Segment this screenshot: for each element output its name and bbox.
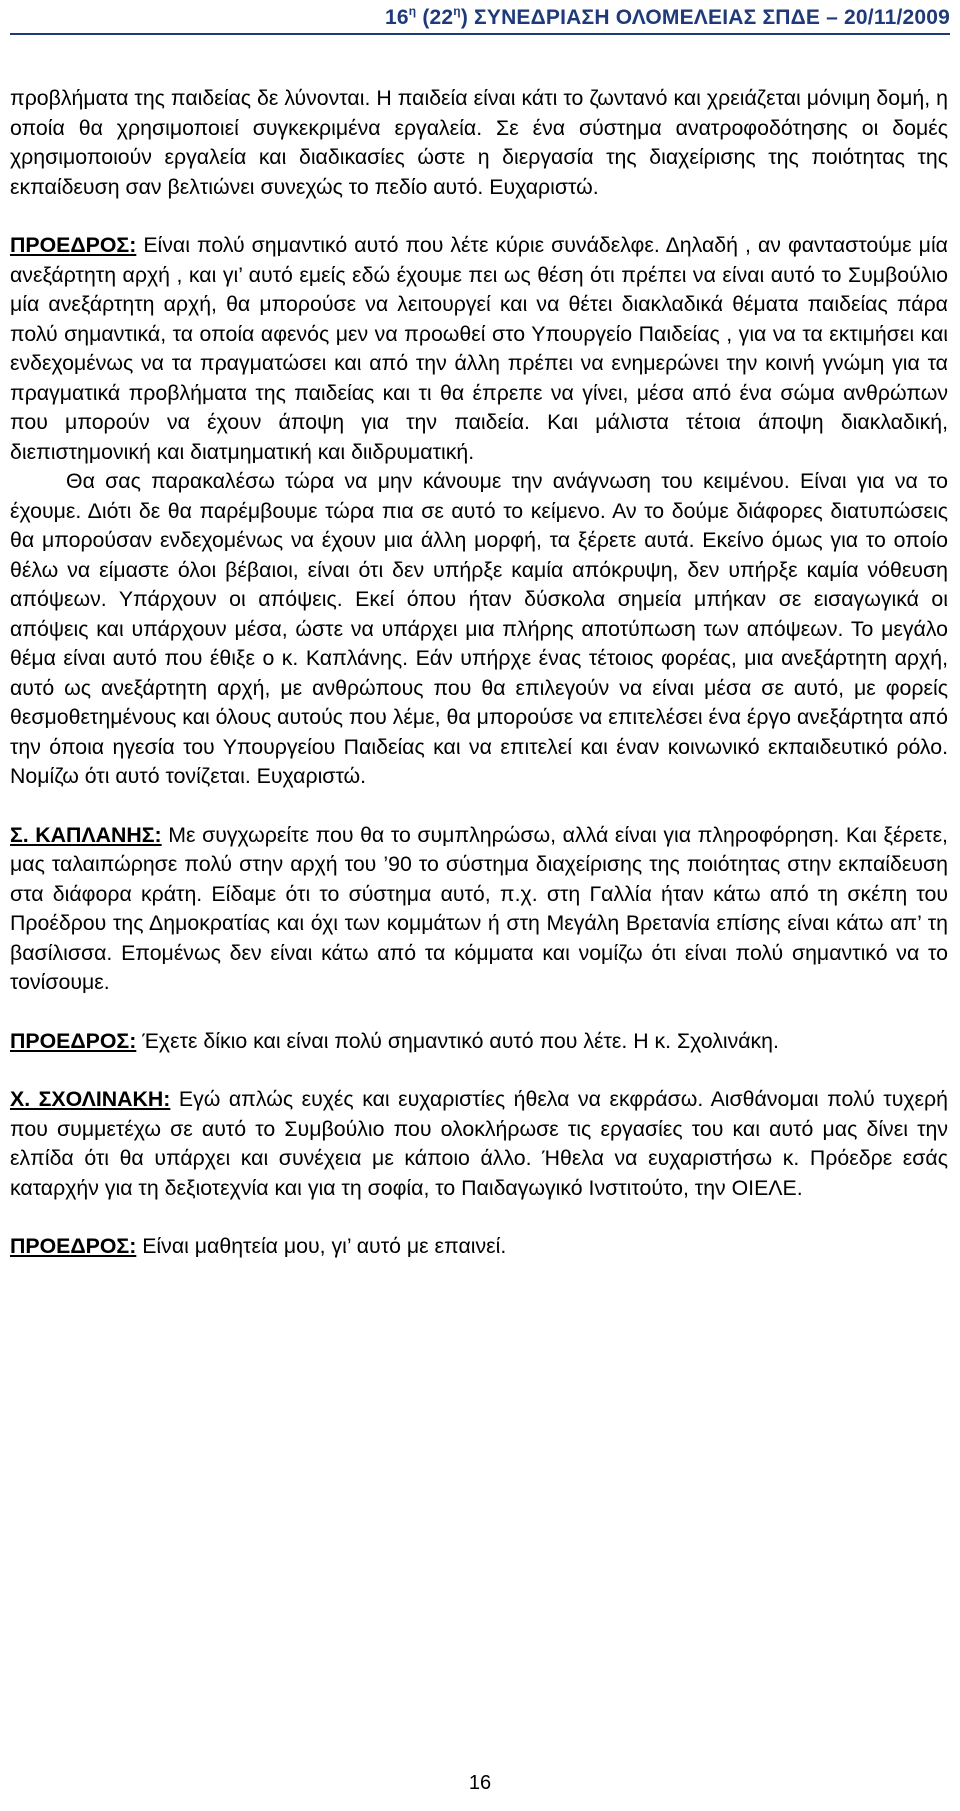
speaker-label: ΠΡΟΕΔΡΟΣ: xyxy=(10,1234,137,1258)
paragraph-spacer xyxy=(10,792,948,821)
header-session-paren-suffix: η xyxy=(453,4,461,18)
header-session-number: 16 xyxy=(385,6,409,29)
paragraph-spacer xyxy=(10,1203,948,1232)
header-session-number-suffix: η xyxy=(408,4,417,18)
paragraph-spacer xyxy=(10,202,948,231)
speaker-label: ΠΡΟΕΔΡΟΣ: xyxy=(10,1028,137,1053)
paragraph-spacer xyxy=(10,998,948,1027)
speech-text: Είναι μαθητεία μου, γι’ αυτό με επαινεί. xyxy=(136,1234,507,1258)
speech-text: Έχετε δίκιο και είναι πολύ σημαντικό αυτό που λέτε. Η κ. Σχολινάκη. xyxy=(136,1028,779,1053)
speaker-label: Χ. ΣΧΟΛΙΝΑΚΗ: xyxy=(10,1087,171,1111)
paragraph-president-2: Θα σας παρακαλέσω τώρα να μην κάνουμε την ανάγνωση του κειμένου. Είναι για να το έχουμε. Διότι δε θα παρέμβουμε τώρα πια σε αυτό το κείμενο. Αν το δούμε διάφορες διατυπώσεις θα μπορούσαν ενδεχομένως να έχουν μια άλλη μορφή, τα ξέρετε αυτά. Εκείνο όμως για το οποίο θέλω να είμαστε όλοι βέβαιοι, είναι ότι δεν υπήρξε καμία απόκρυψη, δεν υπήρξε καμία νόθευση απόψεων. Υπάρχουν οι απόψεις. Εκεί όπου ήταν δύσκολα σημεία μπήκαν σε εισαγωγικά οι απόψεις και υπάρχουν μέσα, ώστε να υπάρχει μια πλήρης αποτύπωση των απόψεων. Το μεγάλο θέμα είναι αυτό που έθιξε ο κ. Καπλάνης. Εάν υπήρχε ένας τέτοιος φορέας, μια ανεξάρτητη αρχή, αυτό ως ανεξάρτητη αρχή, με ανθρώπους που θα επιλεγούν να είναι μέσα σε αυτό, με φορείς θεσμοθετημένους και όλους αυτούς που λέμε, θα μπορούσε να επιτελέσει ένα έργο ανεξάρτητα από την όποια ηγεσία του Υπουργείου Παιδείας και να επιτελεί και έναν κοινωνικό εκπαιδευτικό ρόλο. Νομίζω ότι αυτό τονίζεται. Ευχαριστώ. xyxy=(10,469,948,788)
header-divider xyxy=(10,33,950,35)
paragraph-continuation: προβλήματα της παιδείας δε λύνονται. Η παιδεία είναι κάτι το ζωντανό και χρειάζεται μόνιμη δομή, η οποία θα χρησιμοποιεί συγκεκριμένα εργαλεία. Σε ένα σύστημα ανατροφοδότησης οι δομές χρησιμοποιούν εργαλεία και διαδικασίες ώστε η διεργασία της διαχείρισης της ποιότητας της εκπαίδευση σαν βελτιώνει συνεχώς το πεδίο αυτό. Ευχαριστώ. xyxy=(10,86,948,199)
paragraph-spacer xyxy=(10,1056,948,1085)
header-title: ) ΣΥΝΕΔΡΙΑΣΗ ΟΛΟΜΕΛΕΙΑΣ ΣΠΔΕ – 20/11/2009 xyxy=(460,6,950,29)
paragraph-president-3 xyxy=(10,1027,948,1057)
paragraph-president-4 xyxy=(10,1232,948,1262)
speaker-label: Σ. ΚΑΠΛΑΝΗΣ: xyxy=(10,822,162,847)
page-number: 16 xyxy=(468,1772,492,1794)
paragraph-scholinaki xyxy=(10,1085,948,1203)
speaker-label: ΠΡΟΕΔΡΟΣ: xyxy=(10,233,137,257)
page-header xyxy=(0,4,950,30)
speech-text: Εγώ απλώς ευχές και ευχαριστίες ήθελα να εκφράσω. Αισθάνομαι πολύ τυχερή που συμμετέχω σε αυτό το Συμβούλιο που ολοκλήρωσε τις εργασίες του και αυτό μας δίνει την ελπίδα ότι θα υπάρχει και συνέχεια με κάποιο άλλο. Ήθελα να ευχαριστήσω κ. Πρόεδρε εσάς καταρχήν για τη δεξιοτεχνία και για τη σοφία, το Παιδαγωγικό Ινστιτούτο, την ΟΙΕΛΕ. xyxy=(10,1087,948,1200)
paragraph-kaplanis xyxy=(10,821,948,998)
speech-text: Είναι πολύ σημαντικό αυτό που λέτε κύριε συνάδελφε. Δηλαδή , αν φανταστούμε μία ανεξάρτητη αρχή , και γι’ αυτό εμείς εδώ έχουμε πει ως θέση ότι πρέπει να είναι αυτό το Συμβούλιο μία ανεξάρτητη αρχή, θα μπορούσε να λειτουργεί και να θέτει διακλαδικά θέματα παιδείας πάρα πολύ σημαντικά, τα οποία αφενός μεν να προωθεί στο Υπουργείο Παιδείας , για να τα εκτιμήσει και ενδεχομένως να τα πραγματώσει και από την άλλη πρέπει να ενημερώνει την κοινή γνώμη για τα πραγματικά προβλήματα της παιδείας και τι θα έπρεπε να γίνει, μέσα από ένα σώμα ανθρώπων που μπορούν να έχουν άποψη για την παιδεία. Και μάλιστα τέτοια άποψη διακλαδική, διεπιστημονική και διατμηματική και διιδρυματική. xyxy=(10,233,948,464)
document-body xyxy=(10,84,948,1262)
header-session-paren: (22 xyxy=(416,6,454,29)
speech-text: Με συγχωρείτε που θα το συμπληρώσω, αλλά είναι για πληροφόρηση. Και ξέρετε, μας ταλαιπώρησε πολύ στην αρχή του ’90 το σύστημα διαχείρισης της ποιότητας στην εκπαίδευση στα διάφορα κράτη. Είδαμε ότι το σύστημα αυτό, π.χ. στη Γαλλία ήταν κάτω από τη σκέπη του Προέδρου της Δημοκρατίας και όχι των κομμάτων ή στη Μεγάλη Βρετανία επίσης είναι κάτω απ’ τη βασίλισσα. Επομένως δεν είναι κάτω από τα κόμματα και νομίζω ότι είναι πολύ σημαντικό να το τονίσουμε. xyxy=(10,822,948,994)
paragraph-president-1 xyxy=(10,231,948,467)
